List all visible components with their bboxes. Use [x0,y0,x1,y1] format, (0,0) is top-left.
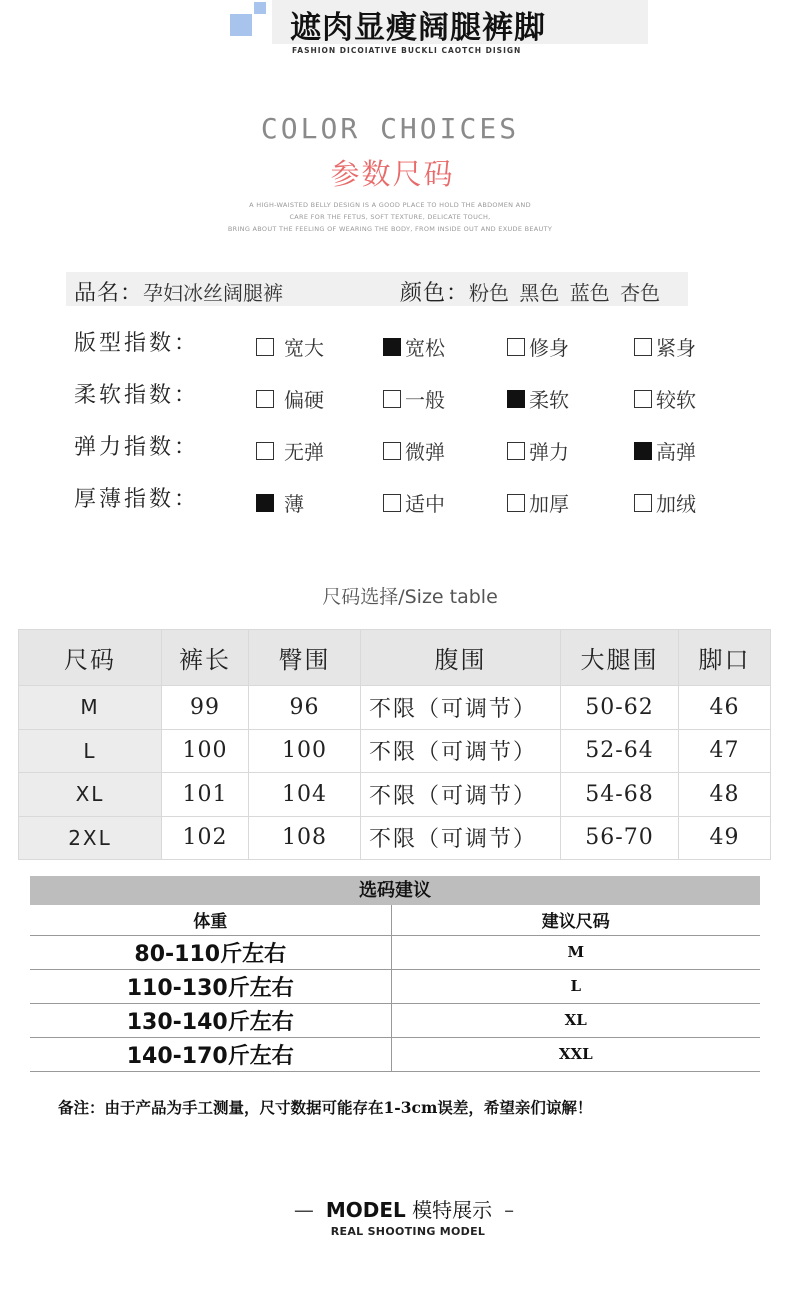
option-item [383,436,445,465]
checkbox-icon [507,494,525,512]
table-cell: 46 [679,686,771,730]
size-cell: L [391,969,760,1003]
option-label: 较软 [656,388,696,412]
option-item [256,436,324,465]
table-cell: 47 [679,729,771,773]
weight-cell: 110-130斤左右 [30,969,391,1003]
table-row [30,1037,760,1071]
size-table [18,629,771,860]
option-item [634,436,696,465]
option-item [383,488,445,517]
option-label: 加厚 [529,492,569,516]
option-label: 宽大 [284,336,324,360]
option-item [256,488,304,517]
option-item [507,436,569,465]
dash-right: – [504,1198,515,1222]
checkbox-icon [256,390,274,408]
model-subtitle: REAL SHOOTING MODEL [330,1225,486,1238]
table-row [30,1003,760,1037]
index-row-thickness [74,482,734,516]
table-cell: 不限（可调节） [361,686,561,730]
checkbox-icon [507,442,525,460]
checkbox-icon [634,390,652,408]
model-title-cn: 模特展示 [412,1198,493,1222]
index-row-softness [74,378,734,412]
option-label: 柔软 [529,388,569,412]
color-choices-description [0,199,780,235]
option-label: 高弹 [656,440,696,464]
table-row [30,935,760,969]
table-cell: 104 [249,773,361,817]
column-header: 大腿围 [561,630,679,686]
index-label: 柔软指数： [74,383,200,408]
measurement-note: 备注：由于产品为手工测量，尺寸数据可能存在1-3cm误差，希望亲们谅解！ [58,1098,593,1117]
option-label: 紧身 [656,336,696,360]
index-row-elasticity [74,430,734,464]
column-header: 建议尺码 [391,905,760,935]
option-label: 修身 [529,336,569,360]
checkbox-icon [383,442,401,460]
size-cell: XL [391,1003,760,1037]
column-header: 尺码 [19,630,162,686]
description-line: A HIGH-WAISTED BELLY DESIGN IS A GOOD PLACE TO HOLD THE ABDOMEN AND [249,201,531,209]
index-label: 厚薄指数： [74,487,200,512]
product-name [74,276,283,307]
table-cell: 108 [249,816,361,860]
table-cell: 2XL [19,816,162,860]
product-info-row [66,272,688,306]
option-label: 弹力 [529,440,569,464]
option-item [507,488,569,517]
option-label: 无弹 [284,440,324,464]
product-name-value: 孕妇冰丝阔腿裤 [143,281,284,305]
checkbox-icon [634,494,652,512]
size-table-caption: 尺码选择/Size table [322,586,498,608]
product-color-label: 颜色： [400,281,470,306]
option-item [383,384,445,413]
column-header: 裤长 [162,630,249,686]
table-cell: M [19,686,162,730]
table-cell: 56-70 [561,816,679,860]
column-header: 体重 [30,905,391,935]
size-cell: M [391,935,760,969]
table-cell: 49 [679,816,771,860]
header-banner [230,0,650,60]
checkbox-icon [383,338,401,356]
table-cell: 102 [162,816,249,860]
option-label: 一般 [405,388,445,412]
model-section-title [0,1194,790,1223]
description-line: BRING ABOUT THE FEELING OF WEARING THE BODY, FROM INSIDE OUT AND EXUDE BEAUTY [227,225,553,233]
table-cell: 50-62 [561,686,679,730]
checkbox-icon [256,338,274,356]
weight-cell: 80-110斤左右 [30,935,391,969]
table-row [30,969,760,1003]
checkbox-icon [383,390,401,408]
index-row-fit [74,326,734,360]
option-label: 偏硬 [284,388,324,412]
checkbox-icon [634,442,652,460]
recommendation-title: 选码建议 [30,876,760,905]
color-choices-title-en: COLOR CHOICES [260,112,520,145]
table-cell: 不限（可调节） [361,816,561,860]
checkbox-icon [507,390,525,408]
page-subtitle: FASHION DICOIATIVE BUCKLI CAOTCH DISIGN [292,46,522,55]
option-item [634,488,696,517]
option-label: 薄 [284,492,304,516]
page-title: 遮肉显瘦阔腿裤脚 [290,10,546,46]
table-cell: 48 [679,773,771,817]
table-row [19,773,771,817]
product-name-label: 品名： [74,281,144,306]
option-item [507,332,569,361]
option-label: 适中 [405,492,445,516]
table-cell: 100 [249,729,361,773]
option-item [507,384,569,413]
checkbox-icon [383,494,401,512]
table-cell: 96 [249,686,361,730]
size-cell: XXL [391,1037,760,1071]
table-cell: XL [19,773,162,817]
checkbox-icon [507,338,525,356]
column-header: 臀围 [249,630,361,686]
table-cell: 不限（可调节） [361,729,561,773]
table-cell: 99 [162,686,249,730]
description-line: CARE FOR THE FETUS, SOFT TEXTURE, DELICATE TOUCH, [289,213,491,221]
column-header: 腹围 [361,630,561,686]
table-row [19,686,771,730]
option-label: 微弹 [405,440,445,464]
table-row [19,729,771,773]
table-cell: 不限（可调节） [361,773,561,817]
product-colors [400,276,660,307]
option-item [634,332,696,361]
decor-square-large [230,14,252,36]
table-header-row [30,905,760,935]
table-row [19,816,771,860]
model-title-en: MODEL [325,1198,406,1222]
option-item [634,384,696,413]
option-item [256,332,324,361]
table-header-row [19,630,771,686]
decor-square-small [254,2,266,14]
option-label: 宽松 [405,336,445,360]
product-color-value: 粉色 黑色 蓝色 杏色 [469,281,661,305]
index-label: 弹力指数： [74,435,200,460]
option-item [256,384,324,413]
index-label: 版型指数： [74,331,200,356]
dash-left: — [293,1198,314,1222]
table-cell: 52-64 [561,729,679,773]
column-header: 脚口 [679,630,771,686]
recommendation-table [30,905,760,1072]
weight-cell: 140-170斤左右 [30,1037,391,1071]
color-choices-title-cn: 参数尺码 [330,157,455,191]
table-cell: 100 [162,729,249,773]
checkbox-icon [634,338,652,356]
table-cell: L [19,729,162,773]
table-cell: 54-68 [561,773,679,817]
option-label: 加绒 [656,492,696,516]
option-item [383,332,445,361]
table-cell: 101 [162,773,249,817]
checkbox-icon [256,494,274,512]
checkbox-icon [256,442,274,460]
weight-cell: 130-140斤左右 [30,1003,391,1037]
